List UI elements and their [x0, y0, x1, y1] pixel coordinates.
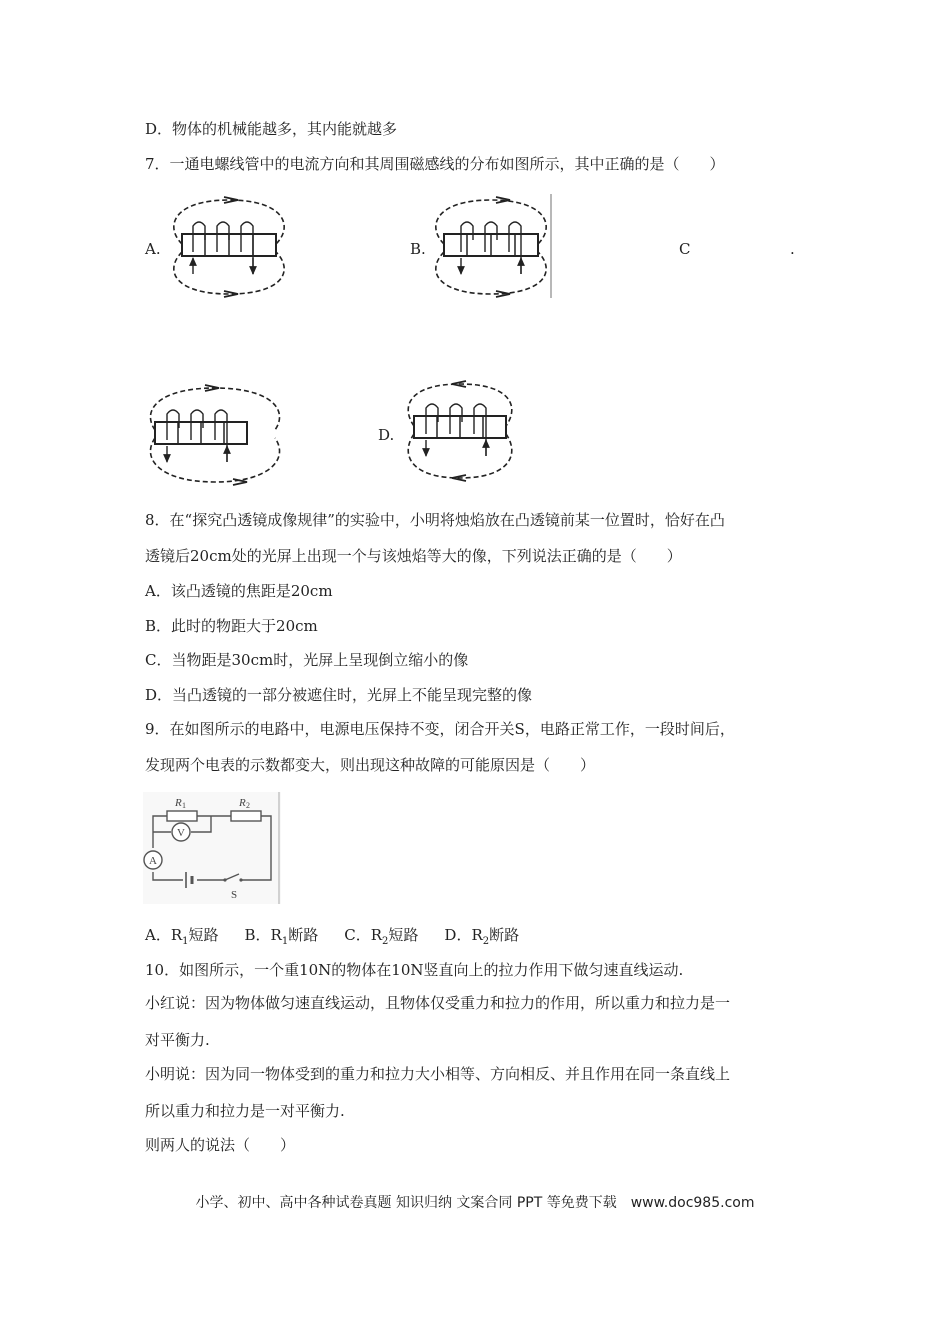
q7-label-c-dot: . [790, 240, 795, 258]
q10-xiaoming-line2: 所以重力和拉力是一对平衡力. [145, 1102, 345, 1120]
q10-xiaohong-line1: 小红说：因为物体做匀速直线运动，且物体仅受重力和拉力的作用，所以重力和拉力是一 [145, 994, 731, 1012]
r1-sub: 1 [182, 801, 186, 810]
q8-option-b: B．此时的物距大于20cm [145, 617, 318, 635]
r1-label: R [175, 797, 182, 809]
page-footer: 小学、初中、高中各种试卷真题 知识归纳 文案合同 PPT 等免费下载 www.doc985.com [195, 1195, 755, 1211]
q7-figure-a [164, 194, 294, 298]
q7-stem: 7．一通电螺线管中的电流方向和其周围磁感线的分布如图所示，其中正确的是（ ） [145, 155, 725, 173]
q7-figure-b [426, 194, 556, 298]
ammeter-label: A [149, 855, 157, 867]
q7-figure-c [145, 382, 285, 486]
q9-circuit-diagram [143, 792, 281, 904]
q7-label-d: D. [378, 426, 395, 444]
r2-sub: 2 [246, 801, 250, 810]
q10-xiaoming-line1: 小明说：因为同一物体受到的重力和拉力大小相等、方向相反、并且作用在同一条直线上 [145, 1065, 731, 1083]
q9-options [145, 925, 519, 952]
q7-figure-d [400, 378, 520, 482]
voltmeter-label: V [177, 827, 185, 839]
q9-stem-line1: 9．在如图所示的电路中，电源电压保持不变，闭合开关S，电路正常工作，一段时间后， [145, 720, 735, 738]
q10-question: 则两人的说法（ ） [145, 1136, 296, 1154]
q9-option-d: D．$R_2$断路 [444, 926, 520, 947]
q7-label-c: C [679, 240, 691, 258]
q9-option-c: C．$R_2$短路 [344, 926, 419, 947]
q9-option-b: B．$R_1$断路 [244, 926, 319, 947]
q8-option-d: D．当凸透镜的一部分被遮住时，光屏上不能呈现完整的像 [145, 686, 533, 704]
q9-option-a: A．$R_1$短路 [145, 926, 219, 947]
q10-stem: 10．如图所示，一个重10N的物体在10N竖直向上的拉力作用下做匀速直线运动. [145, 961, 684, 979]
switch-label: S [231, 889, 238, 901]
q6-option-d: D．物体的机械能越多，其内能就越多 [145, 120, 398, 138]
q9-stem-line2: 发现两个电表的示数都变大，则出现这种故障的可能原因是（ ） [145, 756, 596, 774]
q8-option-c: C．当物距是30cm时，光屏上呈现倒立缩小的像 [145, 651, 469, 669]
q10-xiaohong-line2: 对平衡力. [145, 1031, 210, 1049]
q8-stem-line1: 8．在“探究凸透镜成像规律”的实验中，小明将烛焰放在凸透镜前某一位置时，恰好在凸 [145, 511, 725, 529]
q8-stem-line2: 透镜后20cm处的光屏上出现一个与该烛焰等大的像，下列说法正确的是（ ） [145, 547, 682, 565]
q7-label-a: A. [145, 240, 161, 258]
r2-label: R [239, 797, 246, 809]
q8-option-a: A．该凸透镜的焦距是20cm [145, 582, 333, 600]
q7-label-b: B. [410, 240, 426, 258]
